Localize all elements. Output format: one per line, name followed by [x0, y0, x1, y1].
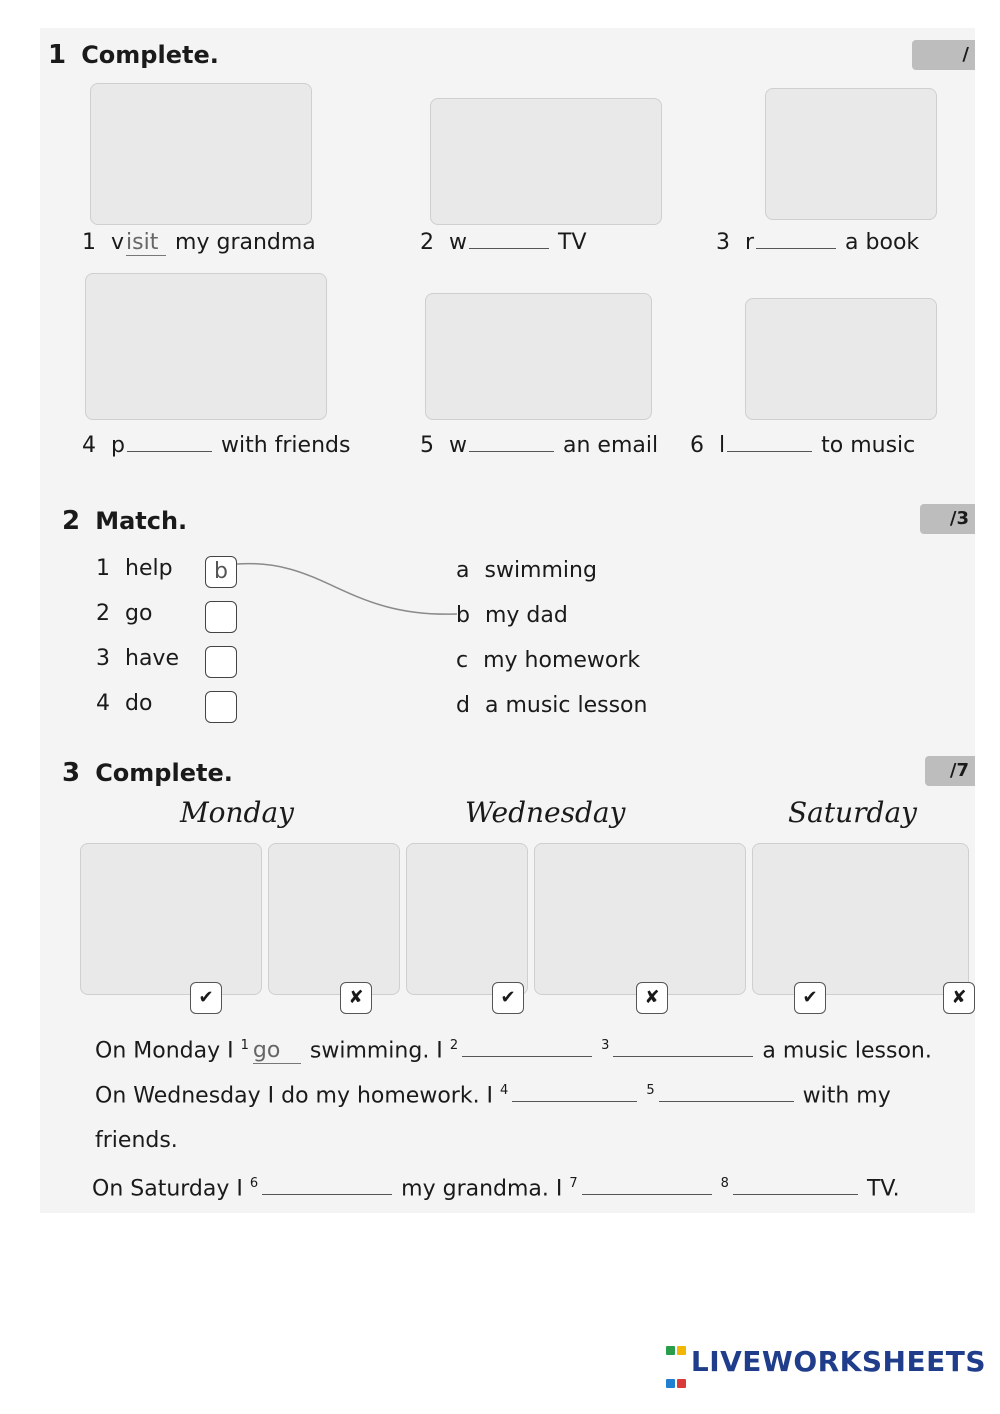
s2-answer-box-4[interactable]	[205, 691, 237, 723]
s3-answer-5[interactable]	[659, 1083, 794, 1102]
s2-left-3: 3 have	[96, 646, 179, 671]
s1-item-4-answer[interactable]	[127, 433, 212, 452]
section3-header	[62, 758, 233, 788]
section1-title: Complete.	[81, 41, 219, 69]
s3-answer-2[interactable]	[462, 1038, 592, 1057]
section1-score: /	[912, 40, 975, 70]
s1-item-1-answer[interactable]: isit	[126, 230, 166, 256]
day-label-wednesday: Wednesday	[465, 796, 626, 829]
s3-sentence-2: On Wednesday I do my homework. I $^4$ $^5$ with my	[95, 1083, 891, 1109]
check-icon: ✔	[794, 982, 826, 1014]
s2-left-2: 2 go	[96, 601, 153, 626]
check-icon: ✔	[190, 982, 222, 1014]
section3-score: /7	[925, 756, 975, 786]
s2-right-c: c my homework	[456, 648, 641, 673]
s2-left-4: 4 do	[96, 691, 153, 716]
picture-homework	[406, 843, 528, 995]
day-label-saturday: Saturday	[788, 796, 917, 829]
picture-write-email	[425, 293, 652, 420]
s1-item-5: 5 w an email	[420, 433, 659, 458]
logo-squares-icon	[665, 1330, 687, 1396]
section3-number: 3	[62, 758, 81, 788]
s1-item-3-answer[interactable]	[756, 230, 836, 249]
s3-answer-3[interactable]	[613, 1038, 753, 1057]
worksheet-sheet	[40, 28, 975, 1213]
s3-answer-1[interactable]: go	[253, 1038, 301, 1064]
section2-header	[62, 506, 187, 536]
section1-header	[48, 40, 219, 70]
picture-play-friends	[85, 273, 327, 420]
s1-item-5-answer[interactable]	[469, 433, 554, 452]
s3-answer-4[interactable]	[512, 1083, 637, 1102]
section2-score: /3	[920, 504, 975, 534]
s2-right-a: a swimming	[456, 558, 597, 583]
picture-listen-music	[745, 298, 937, 420]
s3-sentence-1: On Monday I $^1$ go swimming. I $^2$ $^3$ a music lesson.	[95, 1038, 932, 1064]
s3-sentence-3: On Saturday I $^6$ my grandma. I $^7$ $^8$ TV.	[92, 1176, 900, 1202]
s2-match-line	[235, 558, 465, 628]
s1-item-6: 6 l to music	[690, 433, 916, 458]
s1-item-2-answer[interactable]	[469, 230, 549, 249]
logo-text: LIVEWORKSHEETS	[690, 1345, 986, 1378]
s3-sentence-2-cont: friends.	[95, 1128, 178, 1153]
liveworksheets-logo[interactable]	[665, 1330, 986, 1396]
s1-item-3: 3 r a book	[716, 230, 920, 255]
cross-icon: ✘	[340, 982, 372, 1014]
s3-answer-8[interactable]	[733, 1176, 858, 1195]
s1-item-1: 1 visit my grandma	[82, 230, 316, 255]
day-label-monday: Monday	[180, 796, 294, 829]
s2-right-b: b my dad	[456, 603, 568, 628]
picture-visit-grandma	[90, 83, 312, 225]
picture-grandma-tv	[752, 843, 969, 995]
picture-music-lesson	[268, 843, 400, 995]
cross-icon: ✘	[943, 982, 975, 1014]
cross-icon: ✘	[636, 982, 668, 1014]
picture-swimming	[80, 843, 262, 995]
section2-title: Match.	[95, 507, 188, 535]
s2-answer-box-2[interactable]	[205, 601, 237, 633]
s2-answer-box-1[interactable]: b	[205, 556, 237, 588]
s1-item-2: 2 w TV	[420, 230, 587, 255]
s2-left-1: 1 help	[96, 556, 173, 581]
section3-title: Complete.	[95, 759, 233, 787]
section1-number: 1	[48, 40, 67, 70]
s3-answer-6[interactable]	[262, 1176, 392, 1195]
picture-friends	[534, 843, 746, 995]
s2-answer-box-3[interactable]	[205, 646, 237, 678]
section2-number: 2	[62, 506, 81, 536]
picture-read-book	[765, 88, 937, 220]
s1-item-6-answer[interactable]	[727, 433, 812, 452]
check-icon: ✔	[492, 982, 524, 1014]
s3-answer-7[interactable]	[582, 1176, 712, 1195]
s1-item-4: 4 p with friends	[82, 433, 351, 458]
s2-right-d: d a music lesson	[456, 693, 648, 718]
picture-watch-tv	[430, 98, 662, 225]
